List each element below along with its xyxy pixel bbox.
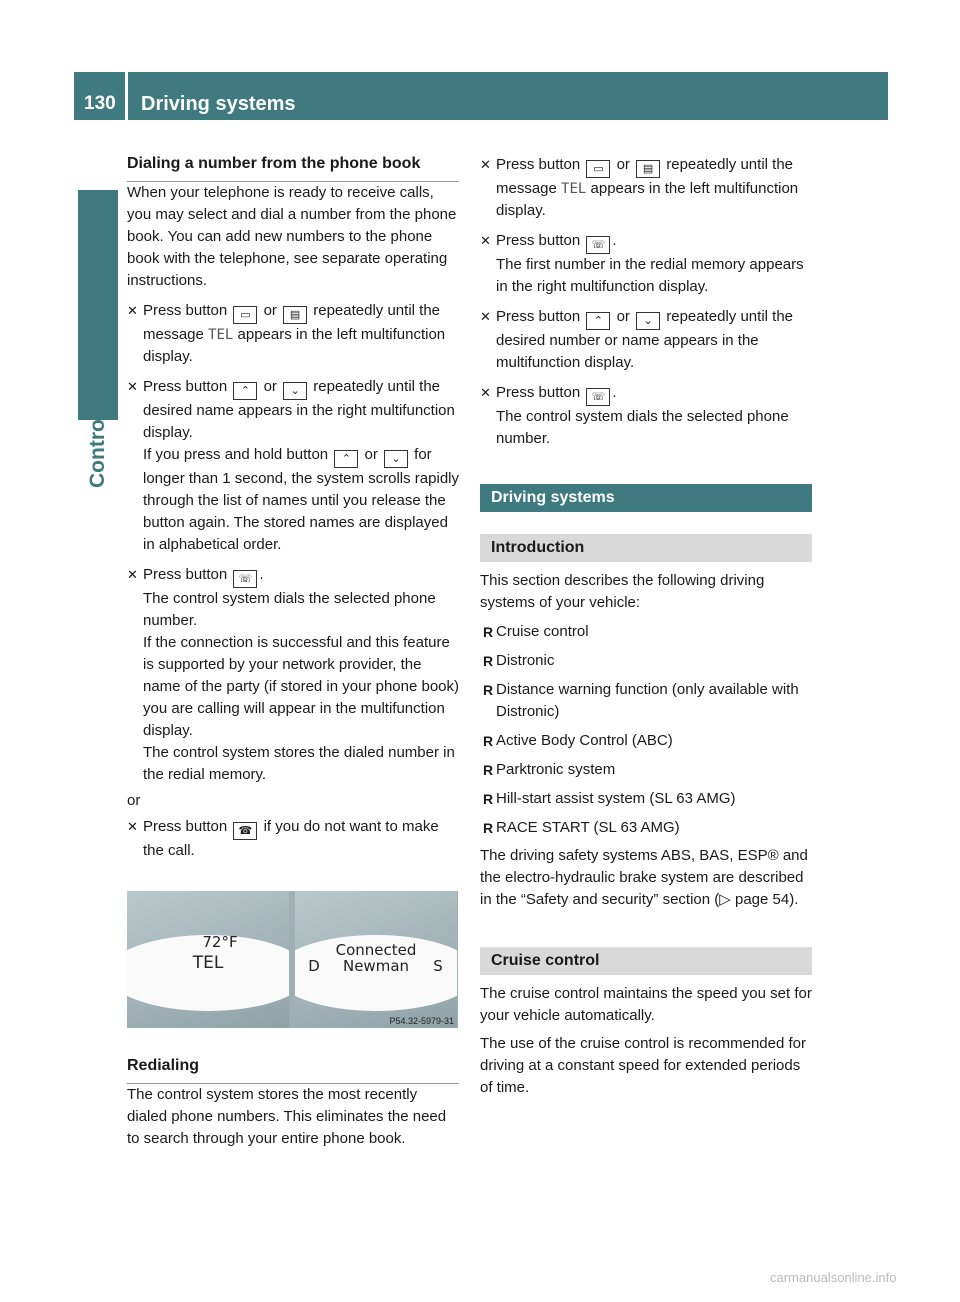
left-display-panel: 72°F TEL: [127, 891, 289, 1028]
footer-watermark[interactable]: carmanualsonline.info: [770, 1270, 897, 1285]
right-column: [480, 154, 812, 1099]
phone-menu-button-icon: ▭: [586, 160, 610, 178]
redial-section: [127, 1055, 459, 1150]
cruise-paragraph: The cruise control maintains the speed you set for your vehicle automatically.: [480, 985, 812, 1024]
left-column: [127, 153, 459, 862]
section-band: Driving systems: [480, 484, 812, 512]
list-item: R Distronic: [483, 652, 555, 669]
or-text: or: [127, 792, 141, 809]
step-arrow-icon: ✕: [480, 309, 491, 324]
safety-paragraph: The driving safety systems ABS, BAS, ESP® and the electro-hydraulic brake system are described in the “Safety and security” section (▷ page 54).: [480, 847, 808, 908]
redial-paragraph: The control system stores the most recently dialed phone numbers. This eliminates the need to search through your entire phone book.: [127, 1086, 447, 1147]
feature-list: [480, 621, 812, 839]
phone-menu-back-button-icon: ▤: [636, 160, 660, 178]
step: ✕ Press button ⌃ or ⌄ repeatedly until the desired name appears in the right multifunction display. If you press and hold button ⌃ or ⌄ for longer than 1 second, the system scrolls rapidly through the list of names until you release the button again. The stored names are displayed in alphabetical order.: [127, 378, 459, 553]
step-arrow-icon: ✕: [127, 379, 138, 394]
end-call-button-icon: ☎: [233, 822, 257, 840]
call-button-icon: ☏: [586, 236, 610, 254]
intro-paragraph: This section describes the following driving systems of your vehicle:: [480, 572, 765, 611]
step: ✕ Press button ⌃ or ⌄ repeatedly until the desired number or name appears in the multifunction display.: [480, 308, 794, 371]
up-arrow-button-icon: ⌃: [334, 450, 358, 468]
up-arrow-button-icon: ⌃: [233, 382, 257, 400]
right-display-panel: Connected Newman D S: [295, 891, 457, 1028]
step-arrow-icon: ✕: [127, 567, 138, 582]
header-separator: [125, 72, 128, 120]
step: ✕ Press button ☏ . The control system dials the selected phone number.: [480, 384, 789, 447]
step-arrow-icon: ✕: [480, 157, 491, 172]
step-arrow-icon: ✕: [127, 819, 138, 834]
list-item: R Active Body Control (ABC): [483, 732, 673, 749]
subsection-band: Introduction: [480, 534, 812, 562]
display-photo: [127, 891, 458, 1028]
call-button-icon: ☏: [586, 388, 610, 406]
side-label: Controls in detail: [86, 316, 109, 488]
page-number: 130: [84, 93, 116, 114]
step-arrow-icon: ✕: [127, 303, 138, 318]
list-item: R Parktronic system: [483, 761, 616, 778]
list-item: R Hill-start assist system (SL 63 AMG): [483, 790, 736, 807]
section-heading: Dialing a number from the phone book: [127, 153, 459, 182]
section-heading: Redialing: [127, 1055, 459, 1084]
phone-menu-back-button-icon: ▤: [283, 306, 307, 324]
up-arrow-button-icon: ⌃: [586, 312, 610, 330]
intro-paragraph: When your telephone is ready to receive calls, you may select and dial a number from the phone book. You can add new numbers to the phone book with the telephone, see separate operating instructions.: [127, 184, 457, 289]
down-arrow-button-icon: ⌄: [384, 450, 408, 468]
down-arrow-button-icon: ⌄: [636, 312, 660, 330]
call-button-icon: ☏: [233, 570, 257, 588]
list-item: R Distance warning function (only available with Distronic): [483, 681, 799, 720]
step-arrow-icon: ✕: [480, 233, 491, 248]
phone-menu-button-icon: ▭: [233, 306, 257, 324]
subsection-band: Cruise control: [480, 947, 812, 975]
step: ✕ Press button ☏ . The control system dials the selected phone number. If the connection is successful and this feature is supported by your network provider, the name of the party (if stored in your phone book) you are calling will appear in the multifunction display. The control system stores the dialed number in the redial memory.: [127, 566, 460, 783]
page-title: Driving systems: [141, 93, 296, 115]
step: ✕ Press button ▭ or ▤ repeatedly until the message TEL appears in the left multifunction display.: [127, 302, 446, 365]
list-item: R Cruise control: [483, 623, 589, 640]
step: ✕ Press button ☏ . The first number in the redial memory appears in the right multifunction display.: [480, 232, 804, 295]
step: ✕ Press button ☎ if you do not want to make the call.: [127, 818, 439, 859]
down-arrow-button-icon: ⌄: [283, 382, 307, 400]
figure-caption: P54.32-5979-31: [389, 1016, 454, 1026]
step: ✕ Press button ▭ or ▤ repeatedly until the message TEL appears in the left multifunction display.: [480, 156, 799, 219]
list-item: R RACE START (SL 63 AMG): [483, 819, 680, 836]
step-arrow-icon: ✕: [480, 385, 491, 400]
cruise-paragraph: The use of the cruise control is recommended for driving at a constant speed for extended periods of time.: [480, 1035, 806, 1096]
